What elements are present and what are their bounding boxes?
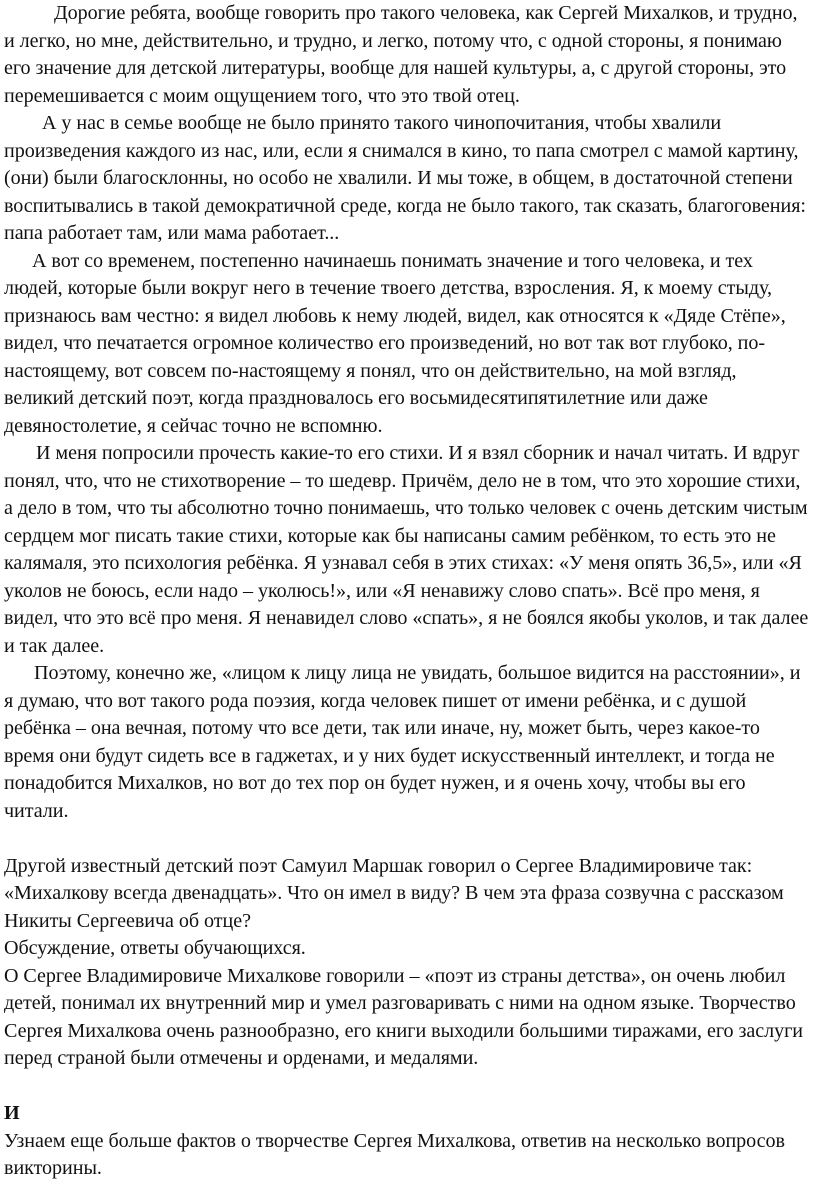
blank-line [4,1073,810,1101]
discussion-question: Другой известный детский поэт Самуил Маршак говорил о Сергее Владимировиче так: «Михалкову всегда двенадцать». Что он имел в виду? В чем эта фраза созвучна с рассказом Никиты Сергеевича об отце? [4,854,784,932]
quiz-intro: Узнаем еще больше фактов о творчестве Сергея Михалкова, ответив на несколько вопросов викторины. [4,1129,785,1179]
speech-paragraph-4: И меня попросили прочесть какие-то его стихи. И я взял сборник и начал читать. И вдруг понял, что, что не стихотворение – то шедевр. Причём, дело не в том, что это хорошие стихи, а дело в том, что ты абсолютно точно понимаешь, что только человек с очень детским чистым сердцем мог писать такие стихи, которые как бы написаны самим ребёнком, то есть это не калямаля, это психология ребёнка. Я узнавал себя в этих стихах: «У меня опять 36,5», или «Я уколов не боюсь, если надо – уколюсь!», или «Я ненавижу слово спать». Всё про меня, я видел, что это всё про меня. Я ненавидел слово «спать», я не боялся якобы уколов, и так далее и так далее. [4,442,809,657]
speech-paragraph-5: Поэтому, конечно же, «лицом к лицу лица не увидать, большое видится на расстоянии», и я думаю, что вот такого рода поэзия, когда человек пишет от имени ребёнка, и с душой ребёнка – она вечная, потому что все дети, так или иначе, ну, может быть, через какое-то время они будут сидеть все в гаджетах, и у них будет искусственный интеллект, и тогда не понадобится Михалков, но вот до тех пор он будет нужен, и я очень хочу, чтобы вы его читали. [4,662,801,822]
section-marker: И [4,1102,20,1124]
speech-paragraph-1: Дорогие ребята, вообще говорить про такого человека, как Сергей Михалков, и трудно, и легко, но мне, действительно, и трудно, и легко, потому что, с одной стороны, я понимаю его значение для детской литературы, вообще для нашей культуры, а, с другой стороны, это перемешивается с моим ощущением того, что это твой отец. [4,2,798,107]
discussion-summary: О Сергее Владимировиче Михалкове говорили – «поэт из страны детства», он очень любил детей, понимал их внутренний мир и умел разговаривать с ними на одном языке. Творчество Сергея Михалкова очень разнообразно, его книги выходили большими тиражами, его заслуги перед страной были отмечены и орденами, и медалями. [4,964,804,1069]
discussion-note: Обсуждение, ответы обучающихся. [4,937,306,959]
speech-paragraph-2: А у нас в семье вообще не было принято такого чинопочитания, чтобы хвалили произведения каждого из нас, или, если я снимался в кино, то папа смотрел с мамой картину, (они) были благосклонны, но особо не хвалили. И мы тоже, в общем, в достаточной степени воспитывались в такой демократичной среде, когда не было такого, так сказать, благоговения: папа работает там, или мама работает... [4,112,806,244]
blank-line [4,825,810,853]
speech-paragraph-3: А вот со временем, постепенно начинаешь понимать значение и того человека, и тех людей, которые были вокруг него в течение твоего детства, взросления. Я, к моему стыду, признаюсь вам честно: я видел любовь к нему людей, видел, как относятся к «Дяде Стёпе», видел, что печатается огромное количество его произведений, но вот так вот глубоко, по-настоящему, вот совсем по-настоящему я понял, что он действительно, на мой взгляд, великий детский поэт, когда праздновалось его восьмидесятипятилетние или даже девяностолетие, я сейчас точно не вспомню. [4,249,786,437]
